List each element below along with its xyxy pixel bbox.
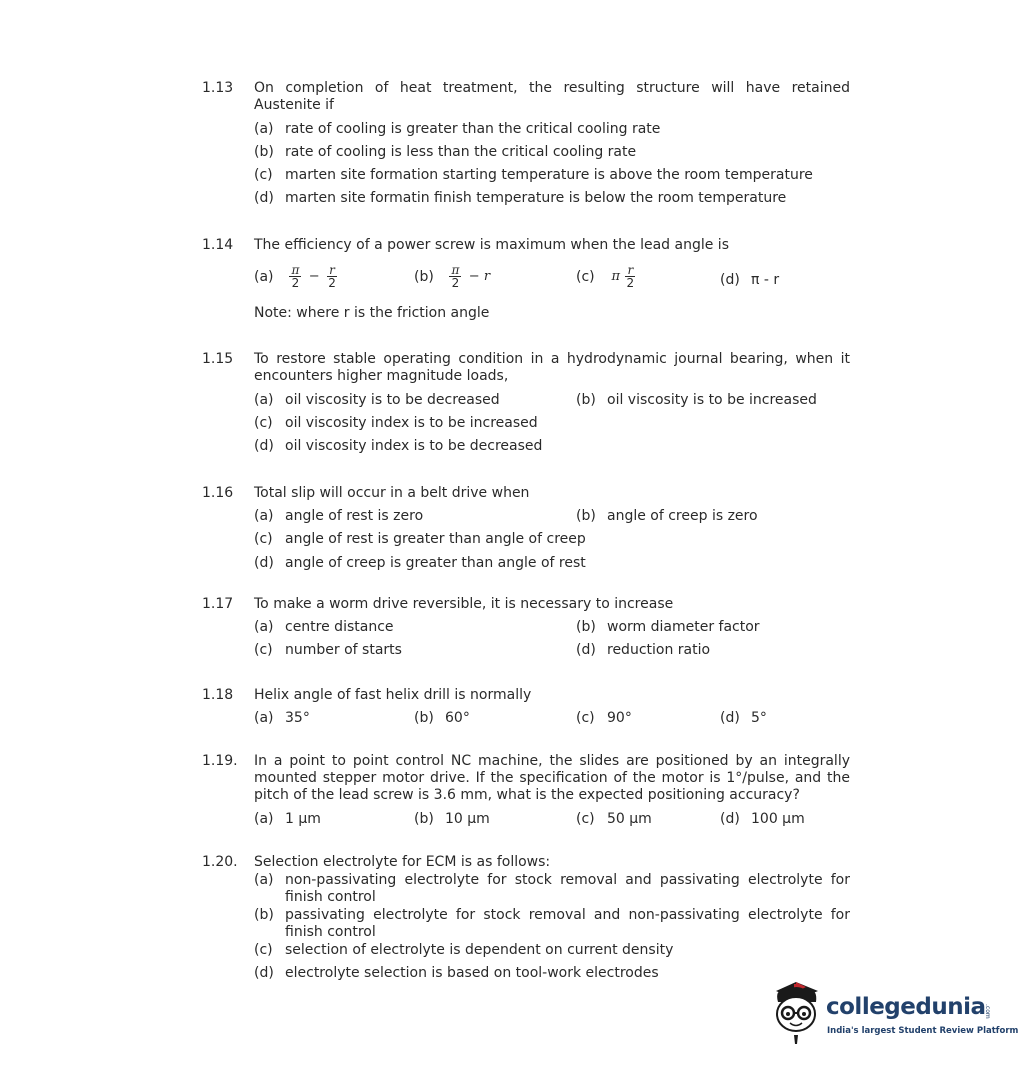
question-number: 1.14 [202,237,234,253]
option-d: (d) electrolyte selection is based on tool-work electrodes [254,965,659,981]
option-c: (c) π $\frac{r}{2}$ [576,263,635,290]
option-b: (b) passivating electrolyte for stock removal and non-passivating electrolyte for finish control [254,907,850,940]
question-note: Note: where r is the friction angle [254,305,490,321]
option-d: (d) 100 μm [720,811,805,827]
question-stem: To restore stable operating condition in a hydrodynamic journal bearing, when it encounters higher magnitude loads, [254,351,850,384]
question-stem: Total slip will occur in a belt drive when [254,485,530,501]
question-stem: In a point to point control NC machine, the slides are positioned by an integrally mounted stepper motor drive. If the specification of the motor is 1°/pulse, and the pitch of the lead screw is 3.6 mm, what is the expected positioning accuracy? [254,753,850,803]
option-d: (d) 5° [720,710,767,726]
option-d: (d) oil viscosity index is to be decreased [254,438,543,454]
option-c: (c) 90° [576,710,632,726]
question-number: 1.18 [202,687,234,703]
option-b: (b) angle of creep is zero [576,508,758,524]
option-d: (d) reduction ratio [576,642,711,658]
option-b: (b) worm diameter factor [576,619,760,635]
fraction-pi-over-2: $\frac{\pi}{2}$ [451,263,460,290]
option-c: (c) number of starts [254,642,402,658]
option-b: (b) oil viscosity is to be increased [576,392,817,408]
question-stem: To make a worm drive reversible, it is necessary to increase [254,596,674,612]
option-a: (a) oil viscosity is to be decreased [254,392,500,408]
option-a: (a) centre distance [254,619,394,635]
question-number: 1.15 [202,351,234,367]
option-c: (c) oil viscosity index is to be increased [254,415,538,431]
question-number: 1.17 [202,596,234,612]
question-stem: Helix angle of fast helix drill is normally [254,687,532,703]
fraction-r-over-2: $\frac{r}{2}$ [626,263,635,290]
option-a: (a) 35° [254,710,310,726]
option-b: (b) rate of cooling is less than the critical cooling rate [254,144,637,160]
question-number: 1.16 [202,485,234,501]
brand-name: collegedunia [826,994,986,1020]
option-d: (d) angle of creep is greater than angle of rest [254,555,586,571]
option-d: (d) π - r [720,272,780,288]
question-number: 1.19. [202,753,238,769]
option-c: (c) marten site formation starting temperature is above the room temperature [254,167,813,183]
option-b: (b) 10 μm [414,811,490,827]
question-stem: The efficiency of a power screw is maximum when the lead angle is [254,237,729,253]
option-b: (b) 60° [414,710,470,726]
student-mascot-icon [766,978,828,1053]
fraction-r-over-2: $\frac{r}{2}$ [328,263,336,290]
question-stem: On completion of heat treatment, the resulting structure will have retained Austenite if [254,80,850,113]
option-a: (a) non-passivating electrolyte for stock removal and passivating electrolyte for finish control [254,872,850,905]
option-a: (a) 1 μm [254,811,321,827]
option-c: (c) angle of rest is greater than angle of creep [254,531,586,547]
brand-tagline: India's largest Student Review Platform [827,1026,1019,1036]
option-c: (c) selection of electrolyte is dependent on current density [254,942,674,958]
option-a: (a) angle of rest is zero [254,508,424,524]
option-b: (b) $\frac{\pi}{2}$ − r [414,263,491,290]
question-number: 1.20. [202,854,238,870]
question-number: 1.13 [202,80,234,96]
option-a: (a) $\frac{\pi}{2}$ − $\frac{r}{2}$ [254,263,336,290]
option-d: (d) marten site formatin finish temperature is below the room temperature [254,190,787,206]
brand-domain: .com [984,1004,991,1019]
option-a: (a) rate of cooling is greater than the critical cooling rate [254,121,661,137]
option-c: (c) 50 μm [576,811,652,827]
fraction-pi-over-2: $\frac{\pi}{2}$ [291,263,300,290]
question-stem: Selection electrolyte for ECM is as follows: [254,854,551,870]
collegedunia-logo [766,978,1019,1053]
